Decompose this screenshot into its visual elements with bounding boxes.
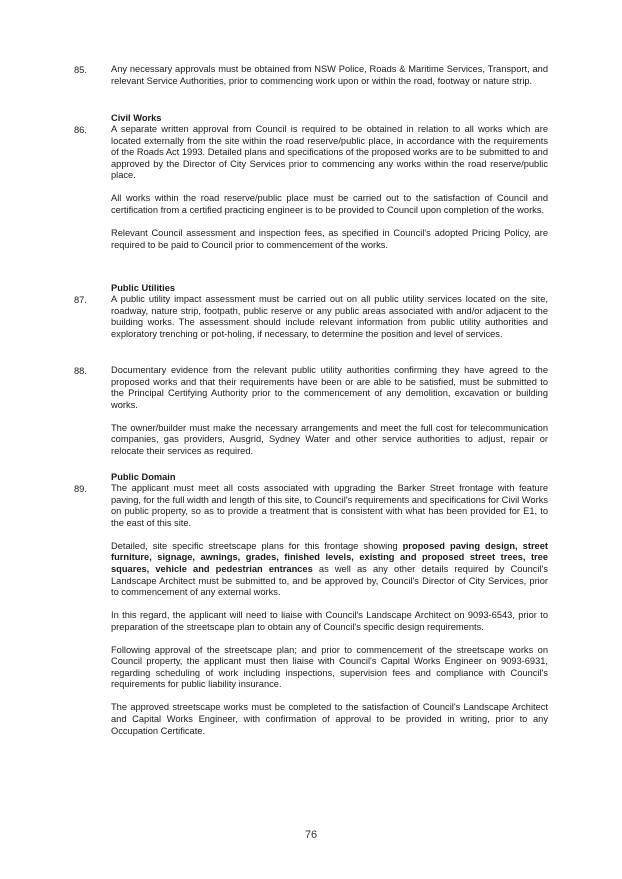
clause-number: 87.	[74, 295, 87, 305]
text-run: Detailed, site specific streetscape plans for this frontage showing	[111, 540, 403, 551]
section-heading-public-domain: Public Domain	[111, 472, 176, 482]
page-number: 76	[304, 829, 318, 841]
clause-body	[111, 294, 548, 340]
paragraph: The applicant must meet all costs associated with upgrading the Barker Street frontage with feature paving, for the full width and length of this site, to Council's requirements and specifications for Civil Works on public property, so as to provide a treatment that is consistent with what has been provided for E1, to the east of this site.	[111, 483, 548, 528]
clause-body	[111, 365, 548, 458]
paragraph: Following approval of the streetscape plan; and prior to commencement of the streetscape works on Council property, the applicant must then liaise with Council's Capital Works Engineer on 9093-6931, regarding scheduling of work including inspections, supervision fees and compliance with Council's requirements for public liability insurance.	[111, 644, 548, 690]
paragraph: A public utility impact assessment must be carried out on all public utility services located on the site, roadway, nature strip, footpath, public reserve or any public areas associated with and/or adjacent to the building works. The assessment should include relevant information from public utility authorities and exploratory trenching or pot-holing, if necessary, to determine the position and level of services.	[111, 294, 548, 339]
bold-text-run: proposed paving design, street furniture, signage, awnings, grades, finished levels, existing and proposed street trees, tree squares, vehicle and pedestrian entrances	[111, 540, 548, 574]
section-heading-civil-works: Civil Works	[111, 113, 162, 123]
text-run: as well as any other details required by Council's Landscape Architect must be submitted to, and be approved by, Council's Director of City Services, prior to commencement of any external works.	[111, 563, 548, 598]
paragraph: Relevant Council assessment and inspection fees, as specified in Council's adopted Pricing Policy, are required to be paid to Council prior to commencement of the works.	[111, 227, 548, 250]
paragraph: Documentary evidence from the relevant public utility authorities confirming they have agreed to the proposed works and that their requirements have been or are able to be satisfied, must be submitted to the Principal Certifying Authority prior to the commencement of any demolition, excavation or building works.	[111, 365, 548, 410]
clause-body	[111, 64, 548, 87]
clause-number: 88.	[74, 366, 87, 376]
paragraph: Any necessary approvals must be obtained from NSW Police, Roads & Maritime Services, Transport, and relevant Service Authorities, prior to commencing work upon or within the road, footway or nature strip.	[111, 64, 548, 86]
clause-body	[111, 483, 548, 737]
paragraph: The owner/builder must make the necessary arrangements and meet the full cost for telecommunication companies, gas providers, Ausgrid, Sydney Water and other service authorities to adjust, repair or relocate their services as required.	[111, 422, 548, 456]
clause-number: 85.	[74, 65, 87, 75]
paragraph: The approved streetscape works must be completed to the satisfaction of Council's Landscape Architect and Capital Works Engineer, with confirmation of approval to be provided in writing, prior to any Occupation Certificate.	[111, 702, 548, 736]
paragraph: In this regard, the applicant will need to liaise with Council's Landscape Architect on 9093-6543, prior to preparation of the streetscape plan to obtain any of Council's specific design requirements.	[111, 610, 548, 632]
clause-body	[111, 124, 548, 251]
paragraph: A separate written approval from Council is required to be obtained in relation to all works which are located externally from the site within the road reserve/public place, in accordance with the requirements of the Roads Act 1993. Detailed plans and specifications of the proposed works are to be submitted to and approved by the Director of City Services prior to commencing any works within the road reserve/public place.	[111, 124, 548, 181]
paragraph: All works within the road reserve/public place must be carried out to the satisfaction of Council and certification from a certified practicing engineer is to be provided to Council upon completion of the works.	[111, 193, 548, 215]
clause-number: 89.	[74, 484, 87, 494]
paragraph	[111, 541, 548, 599]
section-heading-public-utilities: Public Utilities	[111, 283, 176, 293]
clause-number: 86.	[74, 125, 87, 135]
